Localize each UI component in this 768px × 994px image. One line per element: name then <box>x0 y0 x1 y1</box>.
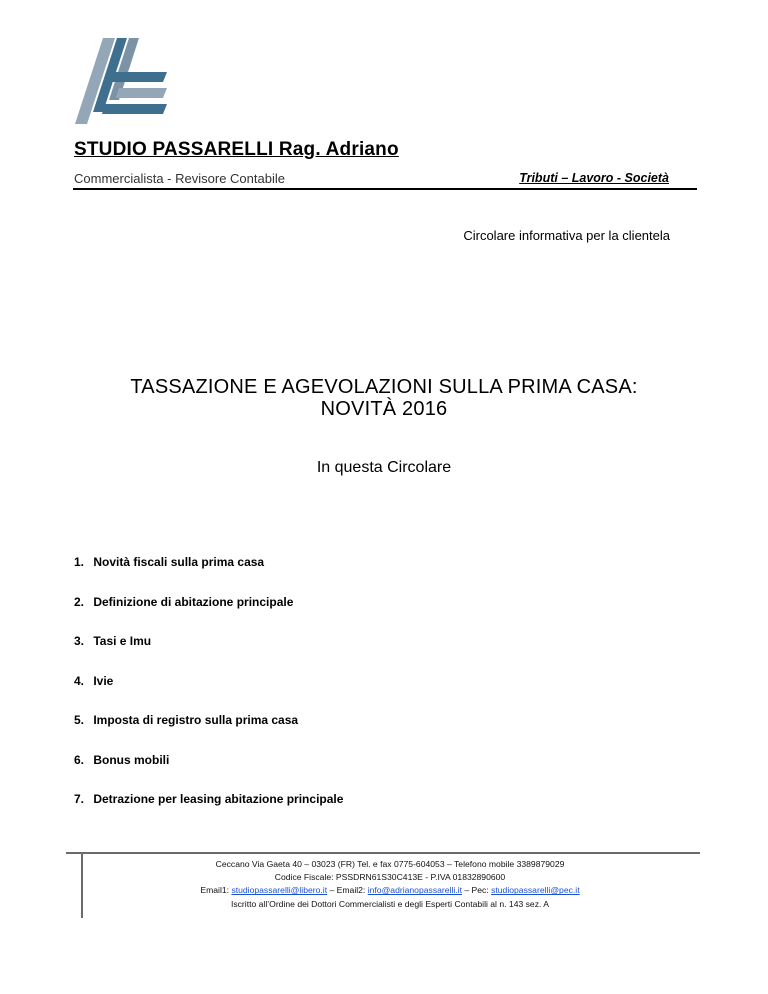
document-title-line-2: NOVITÀ 2016 <box>320 398 448 420</box>
toc-item <box>74 713 343 753</box>
email2-label: – Email2: <box>327 885 368 896</box>
document-title <box>0 376 768 420</box>
toc-label: Imposta di registro sulla prima casa <box>93 713 299 727</box>
toc-number: 7. <box>74 792 85 806</box>
pec-link[interactable]: studiopassarelli@pec.it <box>491 885 580 896</box>
email1-link[interactable]: studiopassarelli@libero.it <box>231 885 328 896</box>
section-heading: In questa Circolare <box>316 459 452 476</box>
toc-item <box>74 753 343 793</box>
toc-label: Ivie <box>93 673 114 688</box>
studio-logo <box>75 34 167 124</box>
email1-label: Email1: <box>200 885 232 896</box>
toc-item <box>74 792 343 832</box>
toc-number: 2. <box>74 594 85 609</box>
footer <box>90 858 690 911</box>
footer-tax-codes: Codice Fiscale: PSSDRN61S30C413E - P.IVA 01832890600 <box>274 872 506 883</box>
email2-link[interactable]: info@adrianopassarelli.it <box>367 885 462 896</box>
footer-vertical-rule <box>81 852 83 918</box>
toc-item <box>74 555 343 595</box>
toc-item <box>74 634 343 674</box>
toc-item <box>74 595 343 635</box>
pec-label: – Pec: <box>461 885 492 896</box>
document-title-line-1: TASSAZIONE E AGEVOLAZIONI SULLA PRIMA CASA: <box>130 376 638 398</box>
toc-number: 4. <box>74 673 85 688</box>
footer-divider <box>66 852 700 854</box>
toc-label: Tasi e Imu <box>93 634 152 648</box>
firm-name: STUDIO PASSARELLI Rag. Adriano <box>74 139 399 160</box>
footer-address: Ceccano Via Gaeta 40 – 03023 (FR) Tel. e fax 0775-604053 – Telefono mobile 3389879029 <box>215 859 565 869</box>
firm-areas: Tributi – Lavoro - Società <box>519 171 669 185</box>
toc-label: Detrazione per leasing abitazione principale <box>93 792 344 806</box>
toc-number: 6. <box>74 752 85 767</box>
circolare-note: Circolare informativa per la clientela <box>463 228 670 243</box>
toc-label: Novità fiscali sulla prima casa <box>93 555 265 569</box>
table-of-contents <box>74 555 343 832</box>
toc-label: Definizione di abitazione principale <box>93 594 294 609</box>
toc-label: Bonus mobili <box>93 752 170 767</box>
header-divider <box>73 188 697 190</box>
toc-item <box>74 674 343 714</box>
footer-registration: Iscritto all’Ordine dei Dottori Commercialisti e degli Esperti Contabili al n. 143 sez. A <box>230 898 550 909</box>
toc-number: 3. <box>74 634 85 648</box>
toc-number: 5. <box>74 713 85 727</box>
toc-number: 1. <box>74 555 85 569</box>
footer-contacts <box>90 884 690 897</box>
firm-subtitle: Commercialista - Revisore Contabile <box>74 171 285 186</box>
